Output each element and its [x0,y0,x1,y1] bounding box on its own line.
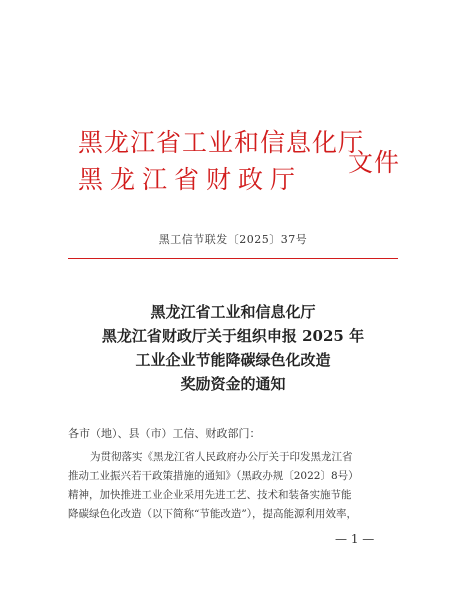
page-number: — 1 — [335,532,375,546]
letterhead-suffix: 文件 [348,148,401,177]
red-divider-line [68,258,398,259]
body-line: 降碳绿色化改造（以下简称“节能改造”），提高能源利用效率， [68,508,357,520]
title-line: 黑龙江省财政厅关于组织申报 2025 年 [101,327,365,345]
letterhead-line-1: 黑龙江省工业和信息化厅 [78,128,365,157]
body-line: 精神，加快推进工业企业采用先进工艺、技术和装备实施节能 [68,489,352,501]
salutation: 各市（地）、县（市）工信、财政部门： [68,427,261,440]
letterhead-line-2: 黑龙江省财政厅 [78,165,303,194]
body-paragraph [68,448,403,524]
title-line: 黑龙江省工业和信息化厅 [150,303,316,321]
document-number: 黑工信节联发〔2025〕37号 [158,233,308,246]
document-title [0,300,466,396]
body-line: 为贯彻落实《黑龙江省人民政府办公厅关于印发黑龙江省 [90,451,353,463]
body-line: 推动工业振兴若干政策措施的通知》（黑政办规〔2022〕8号） [68,470,359,482]
title-line: 奖励资金的通知 [180,375,286,393]
title-line: 工业企业节能降碳绿色化改造 [135,351,331,369]
